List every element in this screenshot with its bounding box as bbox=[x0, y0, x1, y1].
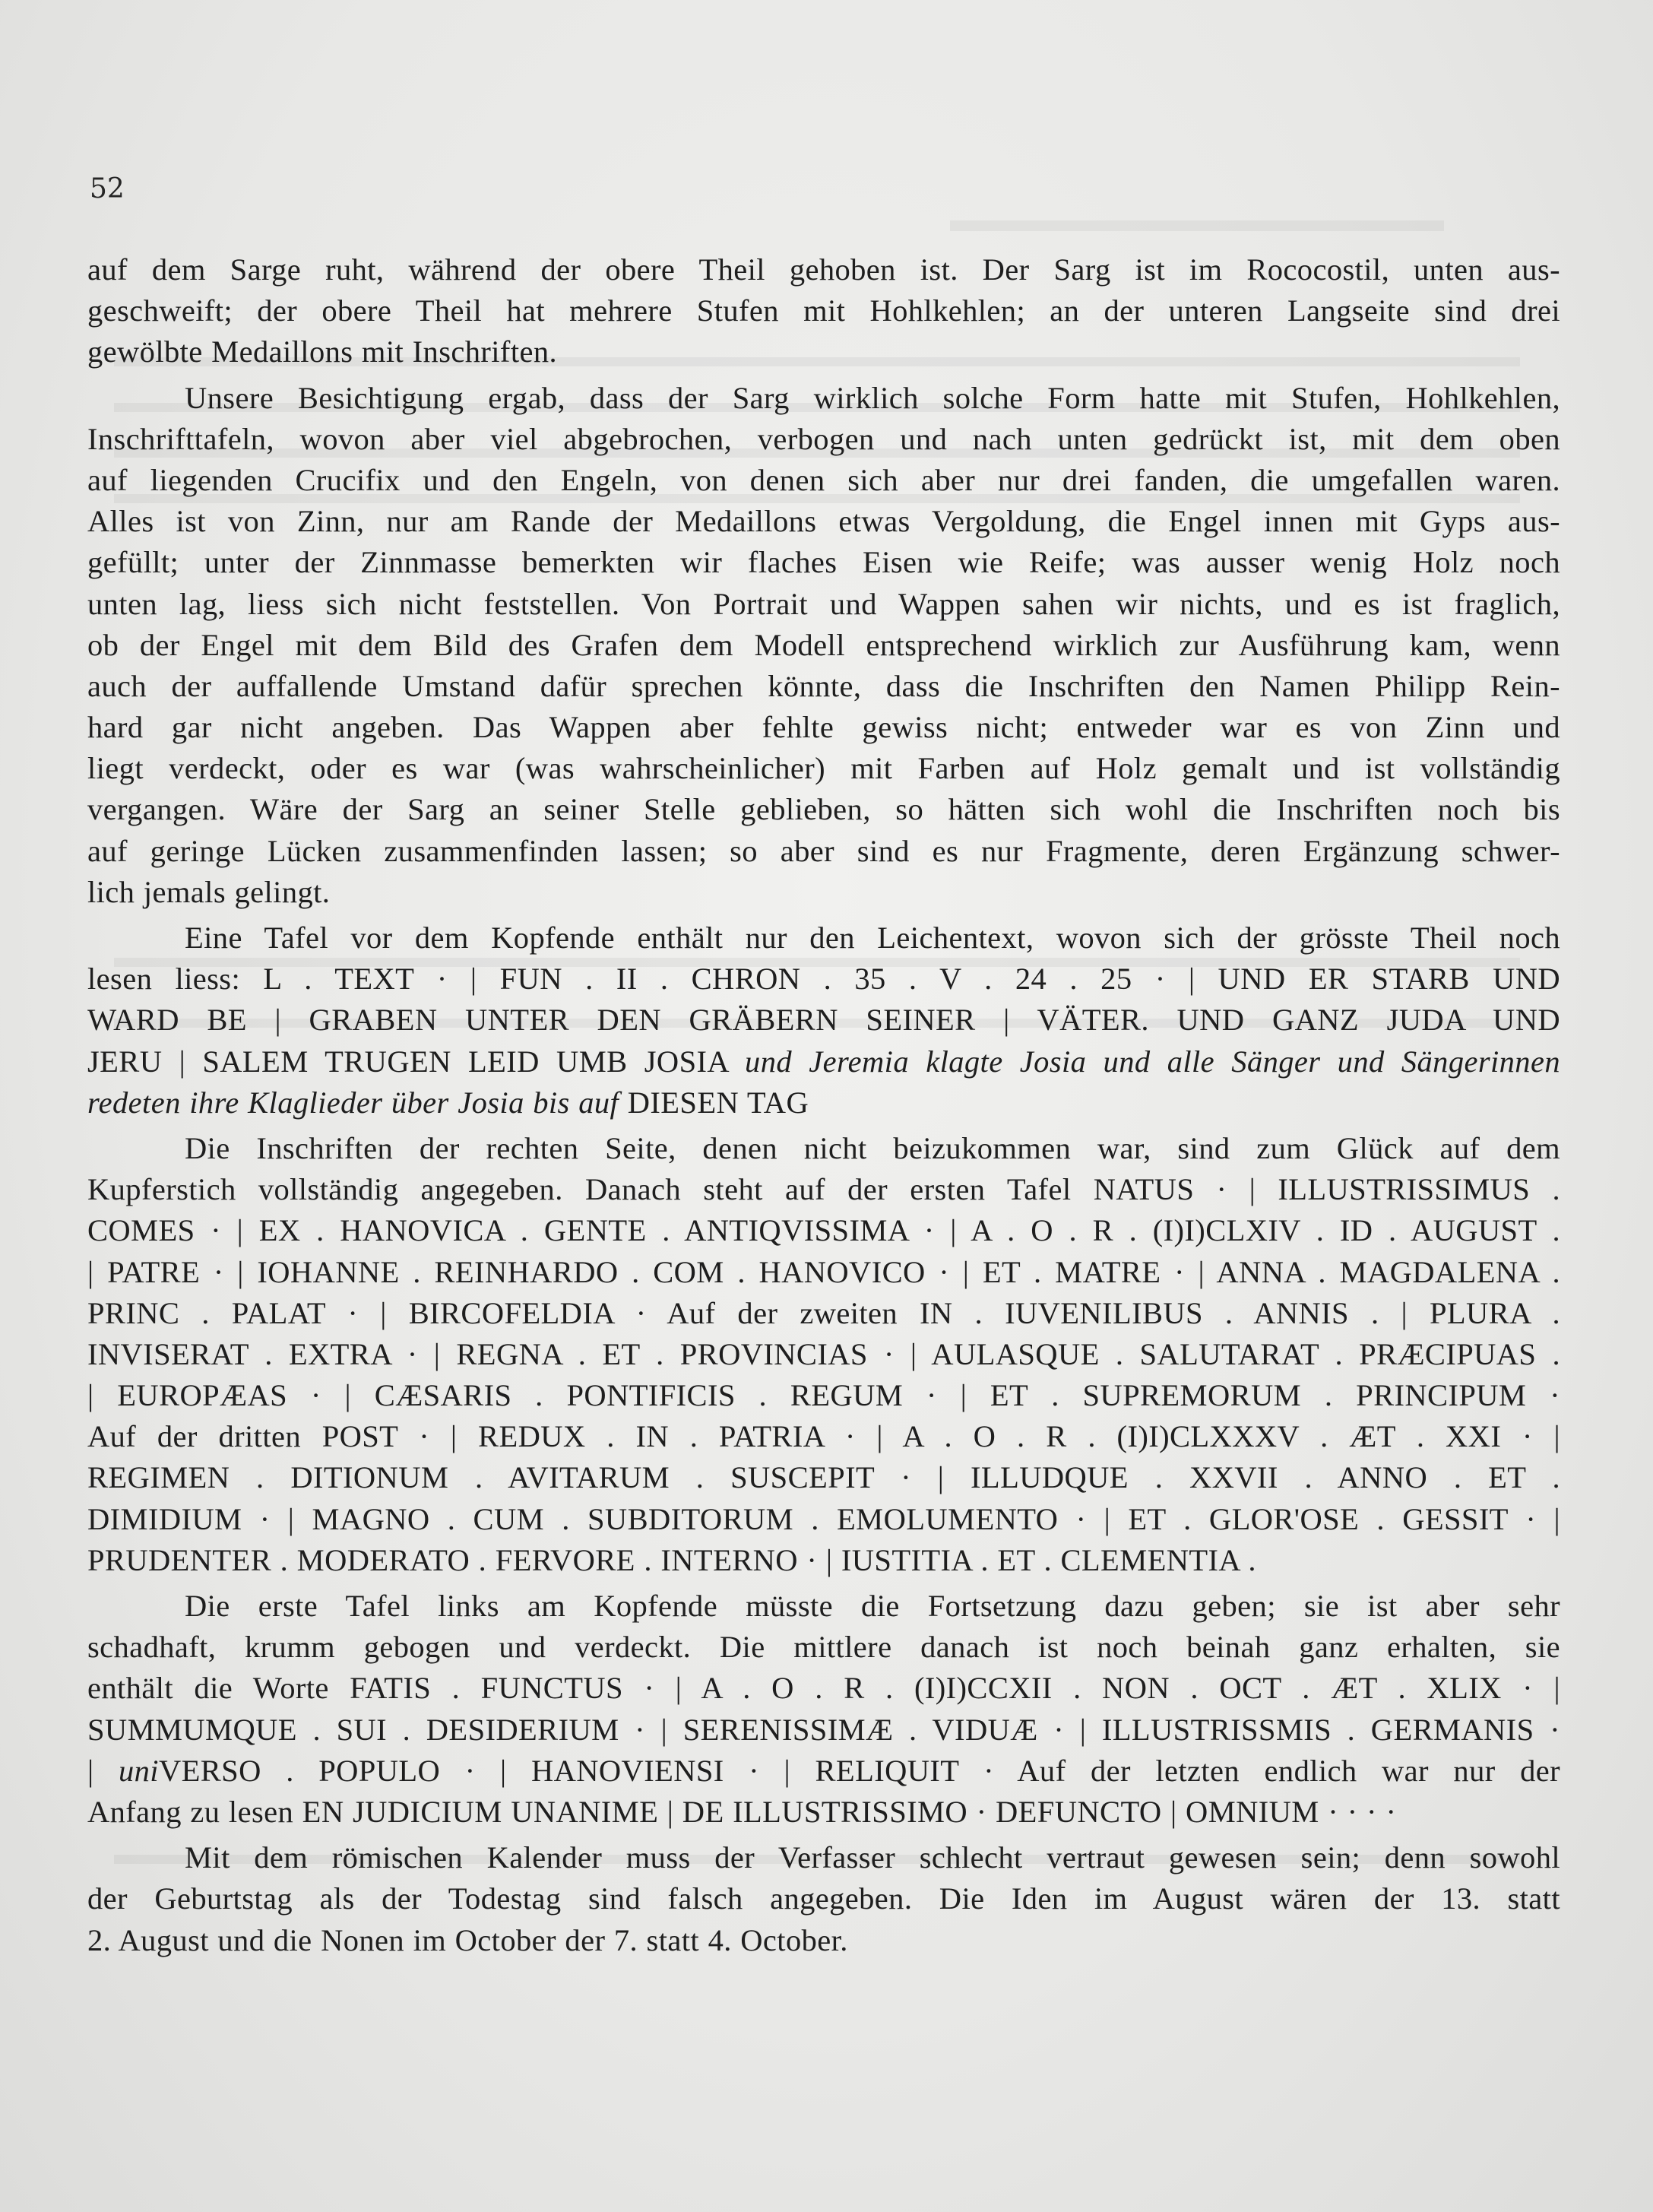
text-line: der Geburtstag als der Todestag sind falsch angegeben. Die Iden im August wären der 13. statt bbox=[87, 1881, 1560, 1916]
text-line-part: JERU | SALEM TRUGEN LEID UMB JOSIA bbox=[87, 1044, 728, 1079]
text-line bbox=[87, 1751, 1560, 1792]
text-line: INVISERAT . EXTRA · | REGNA . ET . PROVINCIAS · | AULASQUE . SALUTARAT . PRÆCIPUAS . bbox=[87, 1336, 1560, 1371]
text-line-part: VERSO . POPULO · | HANOVIENSI · | RELIQUIT · Auf der letzten endlich war nur der bbox=[158, 1753, 1560, 1788]
text-line: gewölbte Medaillons mit Inschriften. bbox=[87, 334, 558, 369]
text-line: Anfang zu lesen EN JUDICIUM UNANIME | DE ILLUSTRISSIMO · DEFUNCTO | OMNIUM · · · · bbox=[87, 1794, 1397, 1829]
text-line: unten lag, liess sich nicht feststellen. Von Portrait und Wappen sahen wir nichts, und es ist fraglich, bbox=[87, 586, 1560, 621]
text-line: lesen liess: L . TEXT · | FUN . II . CHRON . 35 . V . 24 . 25 · | UND ER STARB UND bbox=[87, 962, 1560, 997]
text-line: SUMMUMQUE . SUI . DESIDERIUM · | SERENISSIMÆ . VIDUÆ · | ILLUSTRISSMIS . GERMANIS · bbox=[87, 1712, 1560, 1747]
text-line: Mit dem römischen Kalender muss der Verfasser schlecht vertraut gewesen sein; denn sowohl bbox=[185, 1840, 1560, 1875]
text-line: auf liegenden Crucifix und den Engeln, von denen sich aber nur drei fanden, die umgefallen waren. bbox=[87, 462, 1560, 497]
text-line: hard gar nicht angeben. Das Wappen aber fehlte gewiss nicht; entweder war es von Zinn und bbox=[87, 710, 1560, 745]
text-line: geschweift; der obere Theil hat mehrere Stufen mit Hohlkehlen; an der unteren Langseite sind drei bbox=[87, 293, 1560, 328]
text-line: Inschrifttafeln, wovon aber viel abgebrochen, verbogen und nach unten gedrückt ist, mit dem oben bbox=[87, 421, 1560, 456]
text-line: Alles ist von Zinn, nur am Rande der Medaillons etwas Vergoldung, die Engel innen mit Gyps aus- bbox=[87, 504, 1560, 539]
text-line: Unsere Besichtigung ergab, dass der Sarg wirklich solche Form hatte mit Stufen, Hohlkehlen, bbox=[185, 380, 1560, 415]
text-line bbox=[87, 1041, 1560, 1082]
text-line: auf geringe Lücken zusammenfinden lassen; so aber sind es nur Fragmente, deren Ergänzung schwer- bbox=[87, 833, 1560, 868]
italic-phrase: redeten ihre Klaglieder über Josia bis auf bbox=[87, 1085, 619, 1120]
text-line: DIMIDIUM · | MAGNO . CUM . SUBDITORUM . EMOLUMENTO · | ET . GLOR'OSE . GESSIT · | bbox=[87, 1501, 1560, 1536]
text-line: auch der auffallende Umstand dafür sprechen könnte, dass die Inschriften den Namen Philipp Rein- bbox=[87, 668, 1560, 703]
text-line: COMES · | EX . HANOVICA . GENTE . ANTIQVISSIMA · | A . O . R . (I)I)CLXIV . ID . AUGUST . bbox=[87, 1213, 1560, 1248]
italic-phrase: und Jeremia klagte Josia und alle Sänger und Sängerinnen bbox=[745, 1044, 1560, 1079]
text-line: vergangen. Wäre der Sarg an seiner Stelle geblieben, so hätten sich wohl die Inschriften noch bis bbox=[87, 792, 1560, 827]
body-text bbox=[87, 249, 1560, 1961]
text-line: ob der Engel mit dem Bild des Grafen dem Modell entsprechend wirklich zur Ausführung kam, wenn bbox=[87, 627, 1560, 662]
text-line: 2. August und die Nonen im October der 7. statt 4. October. bbox=[87, 1922, 848, 1957]
text-line: PRINC . PALAT · | BIRCOFELDIA · Auf der zweiten IN . IUVENILIBUS . ANNIS . | PLURA . bbox=[87, 1295, 1560, 1330]
text-line: | EUROPÆAS · | CÆSARIS . PONTIFICIS . REGUM · | ET . SUPREMORUM . PRINCIPUM · bbox=[87, 1378, 1560, 1413]
text-line: auf dem Sarge ruht, während der obere Theil gehoben ist. Der Sarg ist im Rococostil, unten aus- bbox=[87, 252, 1560, 287]
text-line: lich jemals gelingt. bbox=[87, 874, 331, 909]
text-line: liegt verdeckt, oder es war (was wahrscheinlicher) mit Farben auf Holz gemalt und ist vollständig bbox=[87, 751, 1560, 786]
text-line: enthält die Worte FATIS . FUNCTUS · | A . O . R . (I)I)CCXII . NON . OCT . ÆT . XLIX · | bbox=[87, 1671, 1560, 1706]
text-line: REGIMEN . DITIONUM . AVITARUM . SUSCEPIT · | ILLUDQUE . XXVII . ANNO . ET . bbox=[87, 1460, 1560, 1495]
text-line: PRUDENTER . MODERATO . FERVORE . INTERNO · | IUSTITIA . ET . CLEMENTIA . bbox=[87, 1542, 1256, 1577]
italic-phrase: uni bbox=[119, 1753, 159, 1788]
page-number: 52 bbox=[90, 173, 125, 204]
text-line: | PATRE · | IOHANNE . REINHARDO . COM . HANOVICO · | ET . MATRE · | ANNA . MAGDALENA . bbox=[87, 1254, 1560, 1289]
text-line: Die Inschriften der rechten Seite, denen nicht beizukommen war, sind zum Glück auf dem bbox=[185, 1130, 1560, 1165]
text-line bbox=[87, 1082, 1560, 1123]
text-line: Eine Tafel vor dem Kopfende enthält nur den Leichentext, wovon sich der grösste Theil noch bbox=[185, 921, 1560, 955]
text-line: WARD BE | GRABEN UNTER DEN GRÄBERN SEINER | VÄTER. UND GANZ JUDA UND bbox=[87, 1003, 1560, 1038]
text-line-part: | bbox=[87, 1753, 119, 1788]
text-line: gefüllt; unter der Zinnmasse bemerkten wir flaches Eisen wie Reife; was ausser wenig Holz noch bbox=[87, 545, 1560, 580]
text-line: Auf der dritten POST · | REDUX . IN . PATRIA · | A . O . R . (I)I)CLXXXV . ÆT . XXI · | bbox=[87, 1419, 1560, 1454]
text-line: Die erste Tafel links am Kopfende müsste die Fortsetzung dazu geben; sie ist aber sehr bbox=[185, 1589, 1560, 1623]
text-line-part: DIESEN TAG bbox=[627, 1085, 809, 1120]
text-line: Kupferstich vollständig angegeben. Danach steht auf der ersten Tafel NATUS · | ILLUSTRISSIMUS . bbox=[87, 1172, 1560, 1207]
text-line: schadhaft, krumm gebogen und verdeckt. Die mittlere danach ist noch beinah ganz erhalten, sie bbox=[87, 1630, 1560, 1665]
